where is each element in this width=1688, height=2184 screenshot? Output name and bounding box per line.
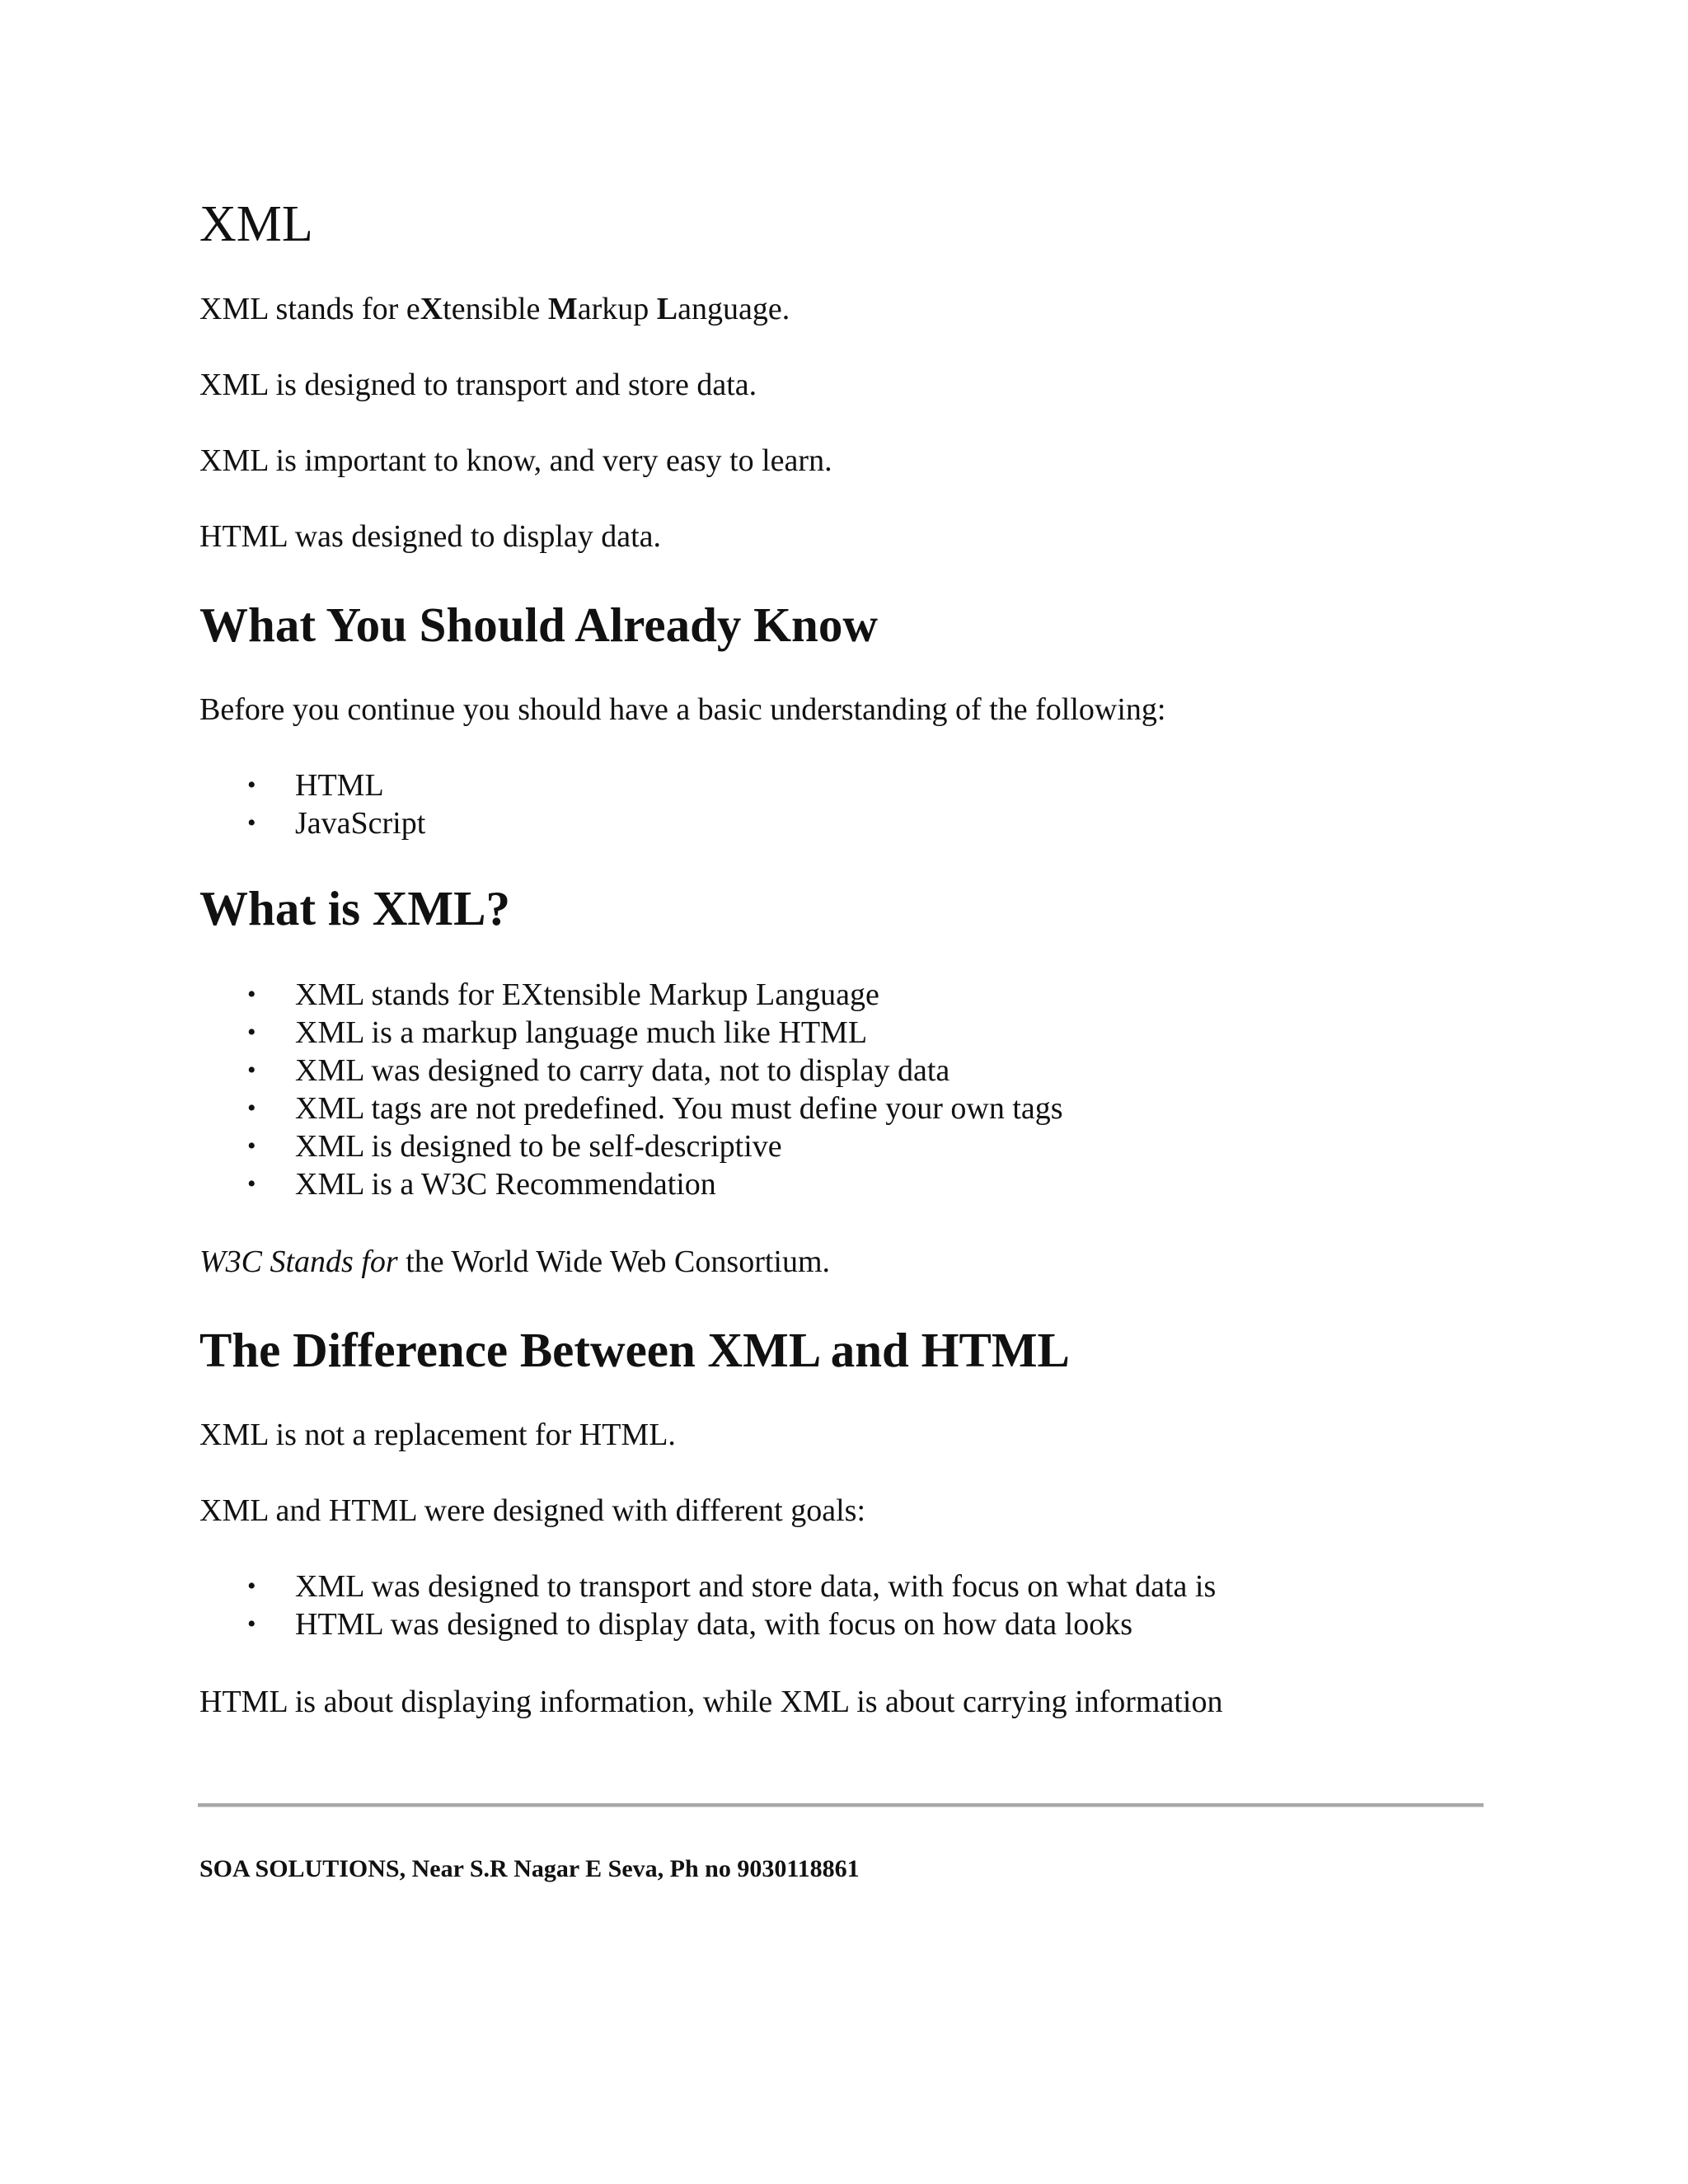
- bullet-icon: •: [247, 1610, 256, 1638]
- intro-line-3: XML is important to know, and very easy to learn.: [199, 443, 832, 478]
- list-item: XML stands for EXtensible Markup Language: [295, 977, 879, 1012]
- list-item: XML is a W3C Recommendation: [295, 1167, 716, 1202]
- list-item: XML was designed to transport and store data, with focus on what data is: [295, 1569, 1217, 1604]
- list-item: XML is designed to be self-descriptive: [295, 1129, 782, 1164]
- bullet-icon: •: [247, 1572, 256, 1600]
- w3c-note: [199, 1241, 830, 1282]
- bullet-icon: •: [247, 771, 256, 799]
- section-heading-difference: The Difference Between XML and HTML: [199, 1323, 1070, 1377]
- bullet-icon: •: [247, 1019, 256, 1046]
- bullet-icon: •: [247, 809, 256, 837]
- list-item: XML was designed to carry data, not to display data: [295, 1053, 950, 1088]
- w3c-note-rest: the World Wide Web Consortium.: [397, 1244, 831, 1279]
- section3-text-1: XML is not a replacement for HTML.: [199, 1418, 676, 1452]
- page-title: XML: [199, 196, 313, 252]
- intro-line-1: XML stands for eXtensible Markup Language.: [199, 292, 790, 326]
- intro-line-2: XML is designed to transport and store data.: [199, 368, 757, 402]
- list-item: HTML: [295, 768, 384, 803]
- bullet-icon: •: [247, 1094, 256, 1122]
- w3c-note-italic: W3C Stands for: [199, 1244, 398, 1279]
- bullet-icon: •: [247, 1057, 256, 1084]
- list-item: XML tags are not predefined. You must define your own tags: [295, 1091, 1063, 1126]
- section3-text-3: HTML is about displaying information, while XML is about carrying information: [199, 1685, 1223, 1719]
- bullet-icon: •: [247, 1170, 256, 1197]
- intro-line-4: HTML was designed to display data.: [199, 519, 662, 554]
- bullet-icon: •: [247, 1132, 256, 1160]
- section3-text-2: XML and HTML were designed with different goals:: [199, 1493, 866, 1528]
- section1-text: Before you continue you should have a basic understanding of the following:: [199, 692, 1166, 727]
- list-item: XML is a markup language much like HTML: [295, 1015, 868, 1050]
- list-item: JavaScript: [295, 806, 426, 841]
- section-heading-what-is-xml: What is XML?: [199, 881, 510, 935]
- footer-text: SOA SOLUTIONS, Near S.R Nagar E Seva, Ph no 9030118861: [199, 1855, 860, 1882]
- footer-divider: [198, 1803, 1484, 1807]
- section-heading-already-know: What You Should Already Know: [199, 598, 878, 652]
- bullet-icon: •: [247, 981, 256, 1008]
- list-item: HTML was designed to display data, with focus on how data looks: [295, 1607, 1132, 1642]
